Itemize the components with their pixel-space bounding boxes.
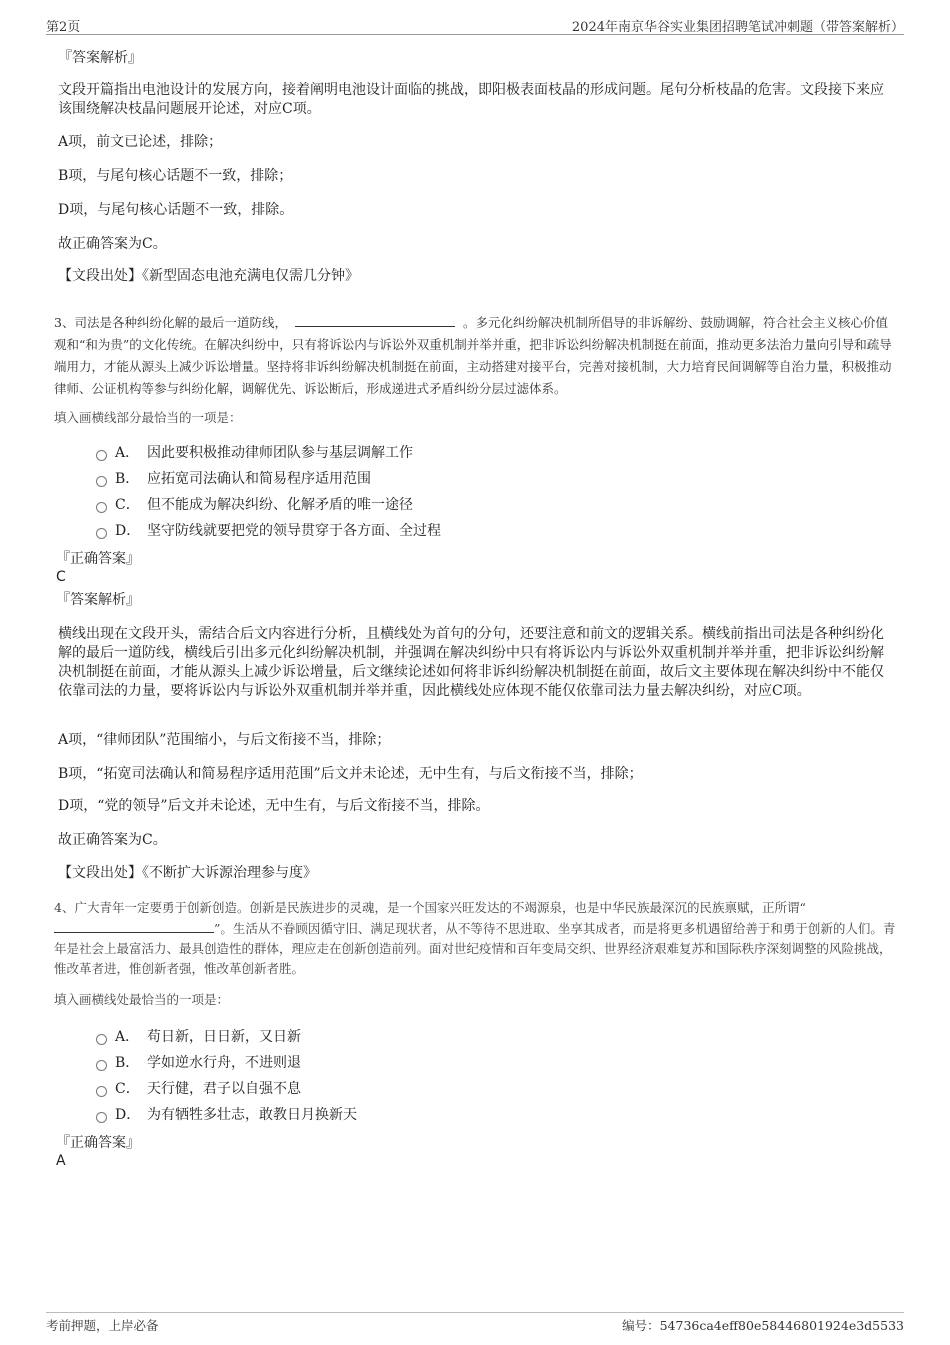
q4-option-c[interactable]: C． 天行健，君子以自强不息 (96, 1079, 301, 1099)
q3-analysis-label: 『答案解析』 (56, 592, 140, 608)
radio-icon[interactable] (96, 502, 107, 513)
radio-icon[interactable] (96, 450, 107, 461)
document-title: 2024年南京华谷实业集团招聘笔试冲刺题（带答案解析） (571, 20, 904, 35)
q3-option-a[interactable]: A． 因此要积极推动律师团队参与基层调解工作 (96, 443, 413, 463)
q3-option-c[interactable]: C． 但不能成为解决纠纷、化解矛盾的唯一途径 (96, 495, 413, 515)
q3-option-b-text: 应拓宽司法确认和简易程序适用范围 (147, 471, 371, 487)
document-code: 编号：54736ca4eff80e58446801924e3d5533 (622, 1318, 904, 1333)
radio-icon[interactable] (96, 528, 107, 539)
q2-line-b: B项，与尾句核心话题不一致，排除； (58, 168, 293, 184)
q3-stem-rest: 。多元化纠纷解决机制所倡导的非诉解纷、鼓励调解，符合社会主义核心价值观和“和为贵”的文化传统。在解决纠纷中，只有将诉讼内与诉讼外双重机制并举并重，把非诉讼纠纷解决机制挺在前面，推动更多法治力量向引导和疏导端用力，才能从源头上减少诉讼增量。坚持将非诉纠纷解决机制挺在前面，主动搭建对接平台，完善对接机制，大力培育民间调解等自治力量，积极推动律师、公证机构等参与纠纷化解，调解优先、诉讼断后，形成递进式矛盾纠纷分层过滤体系。 (54, 315, 892, 396)
q4-option-b-text: 学如逆水行舟，不进则退 (147, 1055, 301, 1071)
q2-line-d: D项，与尾句核心话题不一致，排除。 (58, 202, 294, 218)
q4-prompt: 填入画横线处最恰当的一项是： (54, 992, 230, 1007)
footer-slogan: 考前押题，上岸必备 (46, 1318, 159, 1333)
q4-option-d-text: 为有牺牲多壮志，敢教日月换新天 (147, 1107, 357, 1123)
q3-stem-start: 3、司法是各种纠纷化解的最后一道防线， (54, 315, 287, 330)
q2-source: 【文段出处】《新型固态电池充满电仅需几分钟》 (58, 268, 359, 284)
q3-answer-blank (295, 312, 455, 327)
q3-line-a: A项，“律师团队”范围缩小，与后文衔接不当，排除； (58, 732, 391, 748)
q3-option-b[interactable]: B． 应拓宽司法确认和简易程序适用范围 (96, 469, 371, 489)
q4-correct-answer: A (56, 1153, 66, 1169)
q4-correct-label: 『正确答案』 (56, 1135, 140, 1151)
q3-line-b: B项，“拓宽司法确认和简易程序适用范围”后文并未论述，无中生有，与后文衔接不当，排除； (58, 766, 643, 782)
q2-conclusion: 故正确答案为C。 (58, 236, 167, 252)
q3-conclusion: 故正确答案为C。 (58, 832, 167, 848)
radio-icon[interactable] (96, 476, 107, 487)
q3-prompt: 填入画横线部分最恰当的一项是： (54, 410, 242, 425)
q4-answer-blank (54, 918, 214, 933)
q4-option-c-text: 天行健，君子以自强不息 (147, 1081, 301, 1097)
q3-option-d[interactable]: D． 坚守防线就要把党的领导贯穿于各方面、全过程 (96, 521, 441, 541)
q3-line-d: D项，“党的领导”后文并未论述，无中生有，与后文衔接不当，排除。 (58, 798, 490, 814)
q4-option-d[interactable]: D． 为有牺牲多壮志，敢教日月换新天 (96, 1105, 357, 1125)
q3-stem (54, 312, 898, 400)
q4-stem-start: 4、广大青年一定要勇于创新创造。创新是民族进步的灵魂，是一个国家兴旺发达的不竭源泉，也是中华民族最深沉的民族禀赋，正所谓“ (54, 900, 806, 915)
radio-icon[interactable] (96, 1086, 107, 1097)
q2-analysis-label: 『答案解析』 (58, 50, 142, 66)
page-number: 第2页 (46, 20, 81, 35)
q4-option-a[interactable]: A． 苟日新，日日新，又日新 (96, 1027, 301, 1047)
page-footer (46, 1312, 904, 1335)
q4-stem (54, 898, 898, 979)
radio-icon[interactable] (96, 1060, 107, 1071)
q2-analysis-text: 文段开篇指出电池设计的发展方向，接着阐明电池设计面临的挑战，即阳极表面枝晶的形成问题。尾句分析枝晶的危害。文段接下来应该围绕解决枝晶问题展开论述，对应C项。 (58, 82, 884, 117)
q4-stem-rest: ”。生活从不眷顾因循守旧、满足现状者，从不等待不思进取、坐享其成者，而是将更多机遇留给善于和勇于创新的人们。青年是社会上最富活力、最具创造性的群体，理应走在创新创造前列。面对世纪疫情和百年变局交织、世界经济艰难复苏和国际秩序深刻调整的风险挑战，惟改革者进，惟创新者强，惟改革创新者胜。 (54, 921, 896, 976)
q3-option-d-text: 坚守防线就要把党的领导贯穿于各方面、全过程 (147, 523, 441, 539)
q4-option-b[interactable]: B． 学如逆水行舟，不进则退 (96, 1053, 301, 1073)
q2-line-a: A项，前文已论述，排除； (58, 134, 223, 150)
q3-correct-answer: C (56, 569, 66, 585)
q3-option-a-text: 因此要积极推动律师团队参与基层调解工作 (147, 445, 413, 461)
q3-source: 【文段出处】《不断扩大诉源治理参与度》 (58, 865, 317, 881)
q3-correct-label: 『正确答案』 (56, 551, 140, 567)
page-header (46, 16, 904, 35)
radio-icon[interactable] (96, 1034, 107, 1045)
q3-option-c-text: 但不能成为解决纠纷、化解矛盾的唯一途径 (147, 497, 413, 513)
q3-analysis-text: 横线出现在文段开头，需结合后文内容进行分析，且横线处为首句的分句，还要注意和前文的逻辑关系。横线前指出司法是各种纠纷化解的最后一道防线，横线后引出多元化纠纷解决机制，并强调在解决纠纷中只有将诉讼内与诉讼外双重机制并举并重，把非诉讼纠纷解决机制挺在前面，才能从源头上减少诉讼增量，后文继续论述如何将非诉纠纷解决机制挺在前面，故后文主要体现在解决纠纷中不能仅依靠司法的力量，要将诉讼内与诉讼外双重机制并举并重，因此横线处应体现不能仅依靠司法力量去解决纠纷，对应C项。 (58, 626, 884, 699)
radio-icon[interactable] (96, 1112, 107, 1123)
q4-option-a-text: 苟日新，日日新，又日新 (147, 1029, 301, 1045)
